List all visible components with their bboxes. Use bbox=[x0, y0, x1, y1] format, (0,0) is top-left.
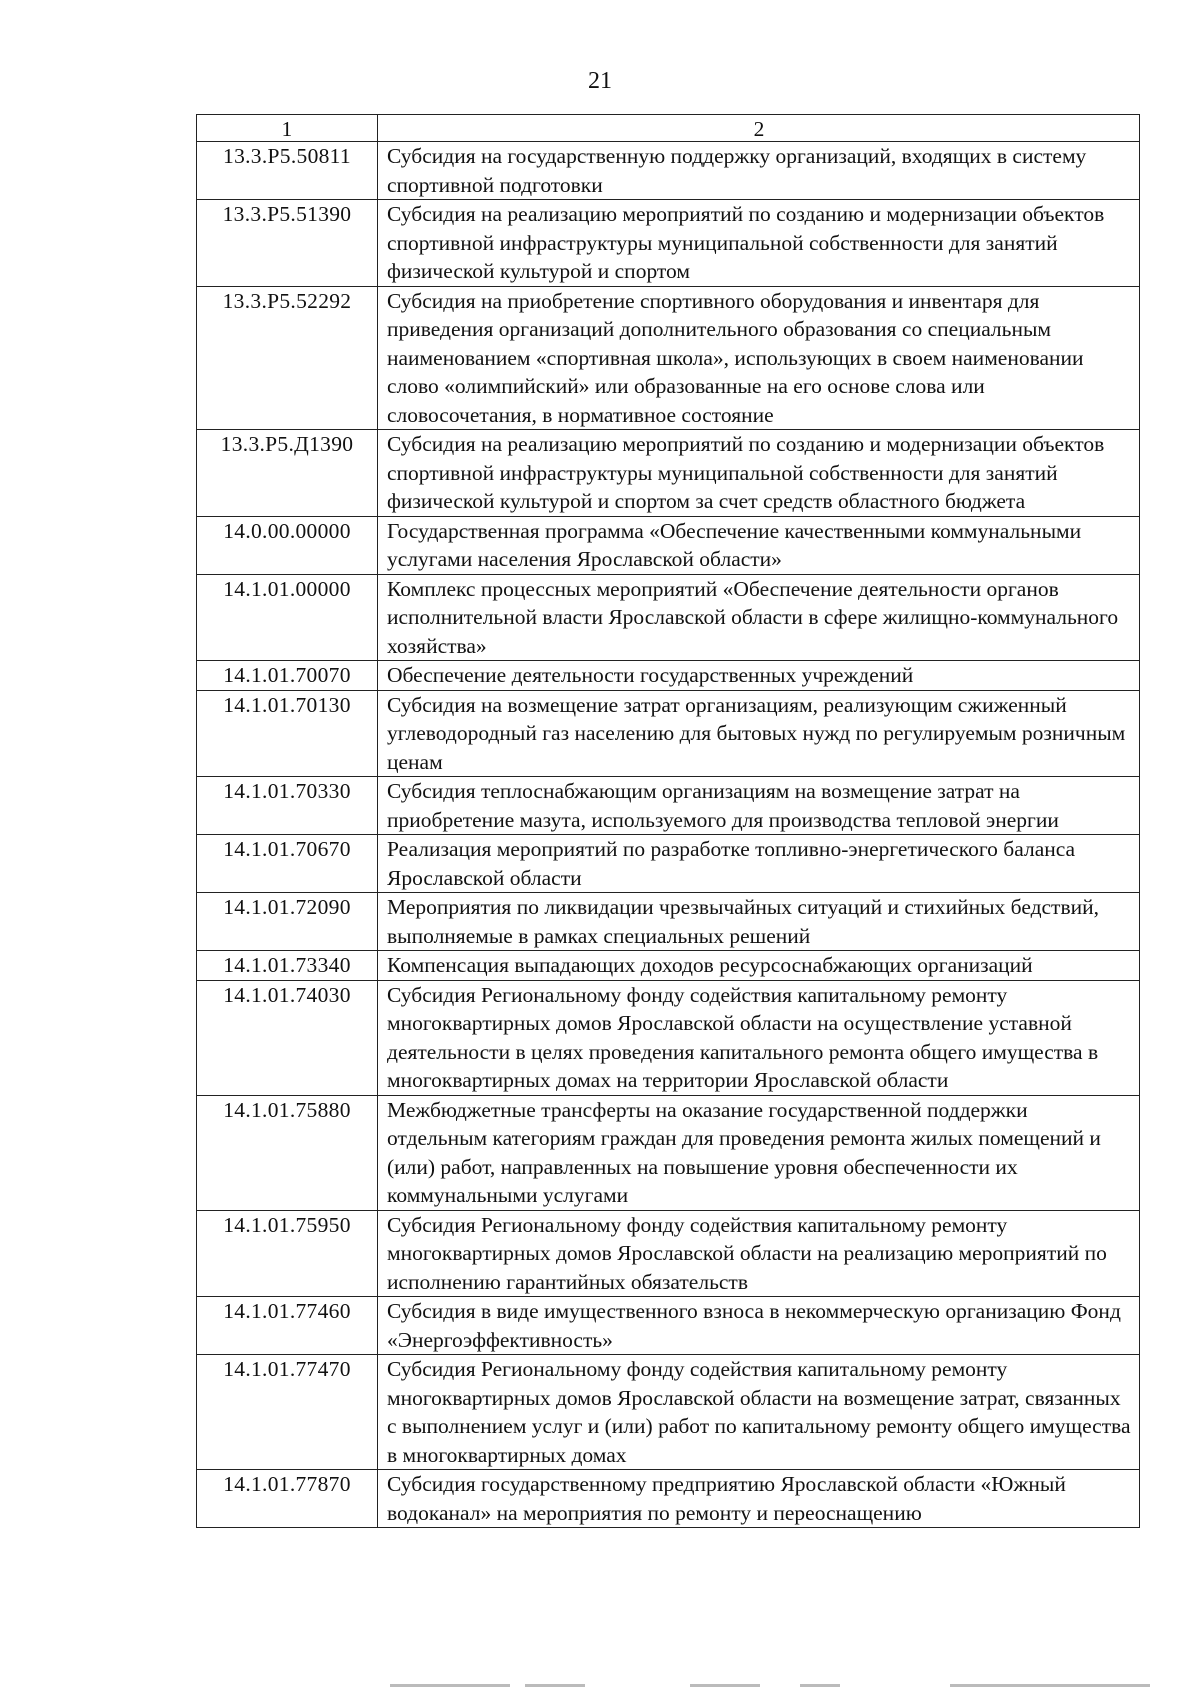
row-description-cell: Субсидия теплоснабжающим организациям на возмещение затрат на приобретение мазута, используемого для производства тепловой энергии bbox=[378, 777, 1140, 835]
row-code-cell: 13.3.Р5.50811 bbox=[197, 142, 378, 200]
scan-artifact-marks bbox=[390, 1684, 1190, 1690]
table-row bbox=[197, 142, 1140, 200]
table-row bbox=[197, 200, 1140, 287]
classification-table bbox=[196, 114, 1140, 1528]
table-header-row bbox=[197, 115, 1140, 142]
row-description-cell: Мероприятия по ликвидации чрезвычайных ситуаций и стихийных бедствий, выполняемые в рамках специальных решений bbox=[378, 893, 1140, 951]
table-row bbox=[197, 516, 1140, 574]
column-header-2: 2 bbox=[378, 115, 1140, 142]
table-row bbox=[197, 286, 1140, 430]
table-row bbox=[197, 1297, 1140, 1355]
table-row bbox=[197, 951, 1140, 981]
row-code-cell: 14.1.01.00000 bbox=[197, 574, 378, 661]
row-description-cell: Субсидия Региональному фонду содействия капитальному ремонту многоквартирных домов Ярославской области на возмещение затрат, связанных с выполнением услуг и (или) работ по капитальному ремонту общего имущества в многоквартирных домах bbox=[378, 1355, 1140, 1470]
row-code-cell: 14.1.01.75950 bbox=[197, 1210, 378, 1297]
table-row bbox=[197, 1470, 1140, 1528]
table-row bbox=[197, 835, 1140, 893]
table-row bbox=[197, 777, 1140, 835]
row-description-cell: Реализация мероприятий по разработке топливно-энергетического баланса Ярославской области bbox=[378, 835, 1140, 893]
row-description-cell: Субсидия в виде имущественного взноса в некоммерческую организацию Фонд «Энергоэффективность» bbox=[378, 1297, 1140, 1355]
row-description-cell: Субсидия Региональному фонду содействия капитальному ремонту многоквартирных домов Ярославской области на реализацию мероприятий по исполнению гарантийных обязательств bbox=[378, 1210, 1140, 1297]
row-description-cell: Субсидия на реализацию мероприятий по созданию и модернизации объектов спортивной инфраструктуры муниципальной собственности для занятий физической культурой и спортом за счет средств областного бюджета bbox=[378, 430, 1140, 517]
row-code-cell: 13.3.Р5.Д1390 bbox=[197, 430, 378, 517]
row-code-cell: 14.1.01.75880 bbox=[197, 1095, 378, 1210]
row-code-cell: 13.3.Р5.51390 bbox=[197, 200, 378, 287]
row-description-cell: Субсидия на государственную поддержку организаций, входящих в систему спортивной подготовки bbox=[378, 142, 1140, 200]
row-code-cell: 14.1.01.70670 bbox=[197, 835, 378, 893]
row-code-cell: 14.0.00.00000 bbox=[197, 516, 378, 574]
table-row bbox=[197, 661, 1140, 691]
table-row bbox=[197, 690, 1140, 777]
row-code-cell: 14.1.01.70070 bbox=[197, 661, 378, 691]
row-description-cell: Компенсация выпадающих доходов ресурсоснабжающих организаций bbox=[378, 951, 1140, 981]
row-code-cell: 14.1.01.70130 bbox=[197, 690, 378, 777]
row-code-cell: 14.1.01.77470 bbox=[197, 1355, 378, 1470]
row-description-cell: Субсидия государственному предприятию Ярославской области «Южный водоканал» на мероприятия по ремонту и переоснащению bbox=[378, 1470, 1140, 1528]
row-description-cell: Обеспечение деятельности государственных учреждений bbox=[378, 661, 1140, 691]
row-code-cell: 14.1.01.74030 bbox=[197, 980, 378, 1095]
row-description-cell: Субсидия Региональному фонду содействия капитальному ремонту многоквартирных домов Ярославской области на осуществление уставной деятельности в целях проведения капитального ремонта общего имущества в многоквартирных домах на территории Ярославской области bbox=[378, 980, 1140, 1095]
row-description-cell: Межбюджетные трансферты на оказание государственной поддержки отдельным категориям граждан для проведения ремонта жилых помещений и (или) работ, направленных на повышение уровня обеспеченности их коммунальными услугами bbox=[378, 1095, 1140, 1210]
table-row bbox=[197, 1210, 1140, 1297]
table-row bbox=[197, 1095, 1140, 1210]
table-row bbox=[197, 430, 1140, 517]
row-code-cell: 14.1.01.77460 bbox=[197, 1297, 378, 1355]
row-description-cell: Государственная программа «Обеспечение качественными коммунальными услугами населения Ярославской области» bbox=[378, 516, 1140, 574]
row-code-cell: 14.1.01.70330 bbox=[197, 777, 378, 835]
row-code-cell: 14.1.01.72090 bbox=[197, 893, 378, 951]
table-row bbox=[197, 980, 1140, 1095]
table-row bbox=[197, 574, 1140, 661]
row-code-cell: 14.1.01.73340 bbox=[197, 951, 378, 981]
column-header-1: 1 bbox=[197, 115, 378, 142]
row-description-cell: Субсидия на приобретение спортивного оборудования и инвентаря для приведения организаций дополнительного образования со специальным наименованием «спортивная школа», использующих в своем наименовании слово «олимпийский» или образованные на его основе слова или словосочетания, в нормативное состояние bbox=[378, 286, 1140, 430]
row-code-cell: 13.3.Р5.52292 bbox=[197, 286, 378, 430]
row-description-cell: Субсидия на реализацию мероприятий по созданию и модернизации объектов спортивной инфраструктуры муниципальной собственности для занятий физической культурой и спортом bbox=[378, 200, 1140, 287]
row-description-cell: Комплекс процессных мероприятий «Обеспечение деятельности органов исполнительной власти Ярославской области в сфере жилищно-коммунального хозяйства» bbox=[378, 574, 1140, 661]
row-description-cell: Субсидия на возмещение затрат организациям, реализующим сжиженный углеводородный газ населению для бытовых нужд по регулируемым розничным ценам bbox=[378, 690, 1140, 777]
page-number: 21 bbox=[588, 68, 612, 94]
row-code-cell: 14.1.01.77870 bbox=[197, 1470, 378, 1528]
table-row bbox=[197, 1355, 1140, 1470]
table-row bbox=[197, 893, 1140, 951]
